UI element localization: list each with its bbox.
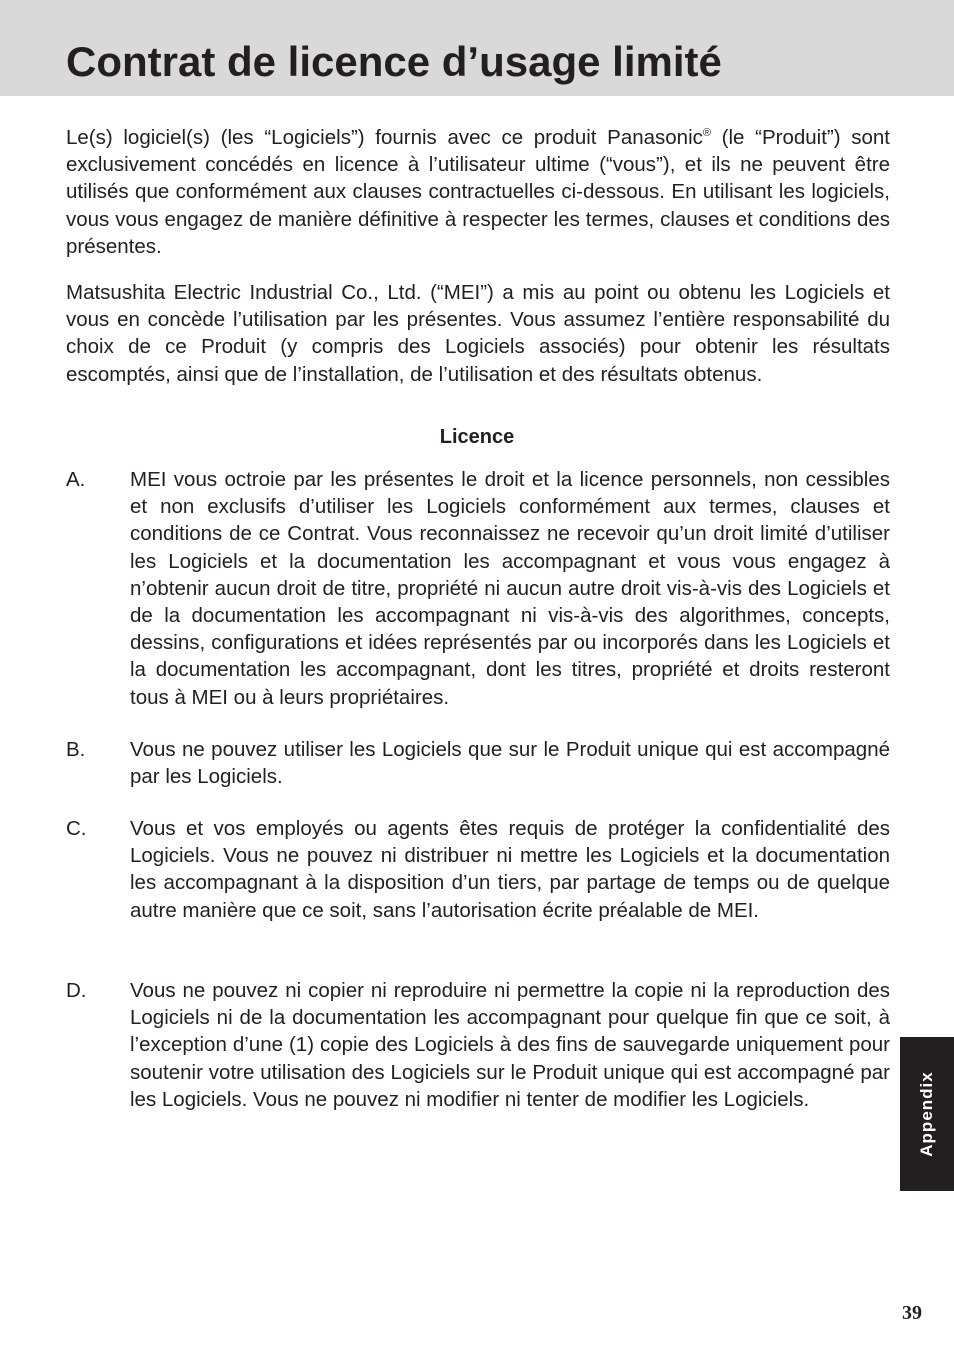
clause-text: MEI vous octroie par les présentes le droit et la licence personnels, non cessibles et non exclusifs d’utiliser les Logiciels conformément aux termes, clauses et conditions de ce Contrat. Vous reconnaissez ne recevoir qu’un droit limité d’utiliser les Logiciels et la documentation les accompagnant et vous vous engagez à n’obtenir aucun droit de titre, propriété ni aucun autre droit vis-à-vis des Logiciels et de la documentation les accompagnant ni vis-à-vis des algorithmes, concepts, dessins, configurations et idées représentés par ou incorporés dans les Logiciels et la documentation les accompagnant, dont les titres, propriété et droits resteront tous à MEI ou à leurs propriétaires. xyxy=(130,468,890,709)
clause-letter: D. xyxy=(66,979,87,1002)
clause-text: Vous ne pouvez ni copier ni reproduire ni permettre la copie ni la reproduction des Logiciels ni de la documentation les accompagnant pour quelque fin que ce soit, à l’exception d’une (1) copie des Logiciels à des fins de sauvegarde uniquement pour soutenir votre utilisation des Logiciels sur le Produit unique qui est accompagné par les Logiciels. Vous ne pouvez ni modifier ni tenter de modifier les Logiciels. xyxy=(130,979,890,1111)
clause-text: Vous ne pouvez utiliser les Logiciels que sur le Produit unique qui est accompagné par les Logiciels. xyxy=(130,738,890,789)
clause-letter: C. xyxy=(66,817,87,840)
appendix-side-tab xyxy=(900,1037,954,1191)
registered-mark: ® xyxy=(702,127,711,139)
intro-paragraph-1 xyxy=(66,124,890,260)
appendix-tab-label: Appendix xyxy=(917,1071,936,1157)
intro-p1-text-start: Le(s) logiciel(s) (les “Logiciels”) fournis avec ce produit Panasonic xyxy=(66,126,703,149)
intro-paragraph-2: Matsushita Electric Industrial Co., Ltd. (“MEI”) a mis au point ou obtenu les Logiciels et vous en concède l’utilisation par les présentes. Vous assumez l’entière responsabilité du choix de ce Produit (y compris des Logiciels associés) pour obtenir les résultats escomptés, ainsi que de l’installation, de l’utilisation et des résultats obtenus. xyxy=(66,281,890,386)
page-title: Contrat de licence d’usage limité xyxy=(66,38,722,85)
intro-p1-text-end: (le “Produit”) sont exclusivement concédés en licence à l’utilisateur ultime (“vous”), et ils ne peuvent être utilisés que conformément aux clauses contractuelles ci-dessous. En utilisant les logiciels, vous vous engagez de manière définitive à respecter les termes, clauses et conditions des présentes. xyxy=(66,126,890,258)
licence-heading: Licence xyxy=(439,426,515,448)
clause-text: Vous et vos employés ou agents êtes requis de protéger la confidentialité des Logiciels. Vous ne pouvez ni distribuer ni mettre les Logiciels et la documentation les accompagnant à la disposition d’un tiers, par partage de temps ou de quelque autre manière que ce soit, sans l’autorisation écrite préalable de MEI. xyxy=(130,817,890,922)
clause-letter: A. xyxy=(66,468,86,491)
clause-letter: B. xyxy=(66,738,86,761)
clause-a xyxy=(66,466,890,711)
clause-b xyxy=(66,736,890,790)
clause-d xyxy=(66,977,890,1113)
clause-c xyxy=(66,815,890,924)
page-number: 39 xyxy=(902,1302,922,1324)
